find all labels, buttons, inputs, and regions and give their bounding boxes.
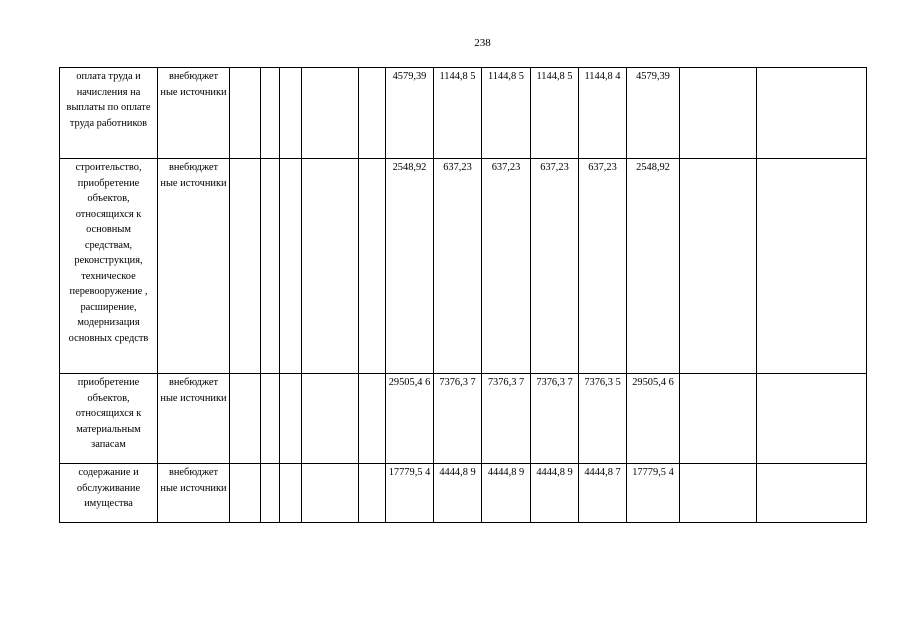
year-value-cell: 637,23 xyxy=(482,159,531,374)
table-row xyxy=(60,374,867,464)
empty-cell xyxy=(757,464,867,523)
year-value-cell: 1144,8 4 xyxy=(579,68,627,159)
year-value-cell: 637,23 xyxy=(531,159,579,374)
empty-cell xyxy=(757,159,867,374)
expense-name-cell: содержание и обслуживание имущества xyxy=(60,464,158,523)
empty-cell xyxy=(680,374,757,464)
empty-cell xyxy=(359,374,386,464)
year-value-cell: 7376,3 7 xyxy=(531,374,579,464)
total-value-cell: 29505,4 6 xyxy=(386,374,434,464)
empty-cell xyxy=(230,464,261,523)
empty-cell xyxy=(261,68,280,159)
year-value-cell: 1144,8 5 xyxy=(482,68,531,159)
year-value-cell: 637,23 xyxy=(434,159,482,374)
empty-cell xyxy=(302,464,359,523)
total-value-cell: 17779,5 4 xyxy=(627,464,680,523)
empty-cell xyxy=(280,159,302,374)
empty-cell xyxy=(230,68,261,159)
year-value-cell: 7376,3 7 xyxy=(434,374,482,464)
empty-cell xyxy=(261,159,280,374)
year-value-cell: 1144,8 5 xyxy=(531,68,579,159)
total-value-cell: 2548,92 xyxy=(386,159,434,374)
year-value-cell: 7376,3 7 xyxy=(482,374,531,464)
year-value-cell: 4444,8 7 xyxy=(579,464,627,523)
expense-name-cell: приобретение объектов, относящихся к материальным запасам xyxy=(60,374,158,464)
empty-cell xyxy=(359,464,386,523)
table-row xyxy=(60,159,867,374)
empty-cell xyxy=(280,68,302,159)
year-value-cell: 4444,8 9 xyxy=(434,464,482,523)
empty-cell xyxy=(680,464,757,523)
empty-cell xyxy=(280,464,302,523)
empty-cell xyxy=(757,68,867,159)
empty-cell xyxy=(680,68,757,159)
year-value-cell: 4444,8 9 xyxy=(531,464,579,523)
budget-table xyxy=(59,67,867,523)
empty-cell xyxy=(757,374,867,464)
empty-cell xyxy=(230,159,261,374)
empty-cell xyxy=(280,374,302,464)
funding-source-cell: внебюджет ные источники xyxy=(158,374,230,464)
empty-cell xyxy=(359,68,386,159)
year-value-cell: 1144,8 5 xyxy=(434,68,482,159)
empty-cell xyxy=(680,159,757,374)
year-value-cell: 637,23 xyxy=(579,159,627,374)
total-value-cell: 4579,39 xyxy=(386,68,434,159)
total-value-cell: 2548,92 xyxy=(627,159,680,374)
funding-source-cell: внебюджет ные источники xyxy=(158,159,230,374)
empty-cell xyxy=(302,68,359,159)
empty-cell xyxy=(302,374,359,464)
empty-cell xyxy=(302,159,359,374)
page-number: 238 xyxy=(474,37,491,49)
year-value-cell: 7376,3 5 xyxy=(579,374,627,464)
empty-cell xyxy=(261,374,280,464)
expense-name-cell: оплата труда и начисления на выплаты по оплате труда работников xyxy=(60,68,158,159)
expense-name-cell: строительство, приобретение объектов, относящихся к основным средствам, реконструкция, техническое перевооружение , расширение, модернизация основных средств xyxy=(60,159,158,374)
total-value-cell: 4579,39 xyxy=(627,68,680,159)
empty-cell xyxy=(359,159,386,374)
total-value-cell: 29505,4 6 xyxy=(627,374,680,464)
year-value-cell: 4444,8 9 xyxy=(482,464,531,523)
empty-cell xyxy=(261,464,280,523)
funding-source-cell: внебюджет ные источники xyxy=(158,464,230,523)
total-value-cell: 17779,5 4 xyxy=(386,464,434,523)
funding-source-cell: внебюджет ные источники xyxy=(158,68,230,159)
table-row xyxy=(60,68,867,159)
table-row xyxy=(60,464,867,523)
empty-cell xyxy=(230,374,261,464)
